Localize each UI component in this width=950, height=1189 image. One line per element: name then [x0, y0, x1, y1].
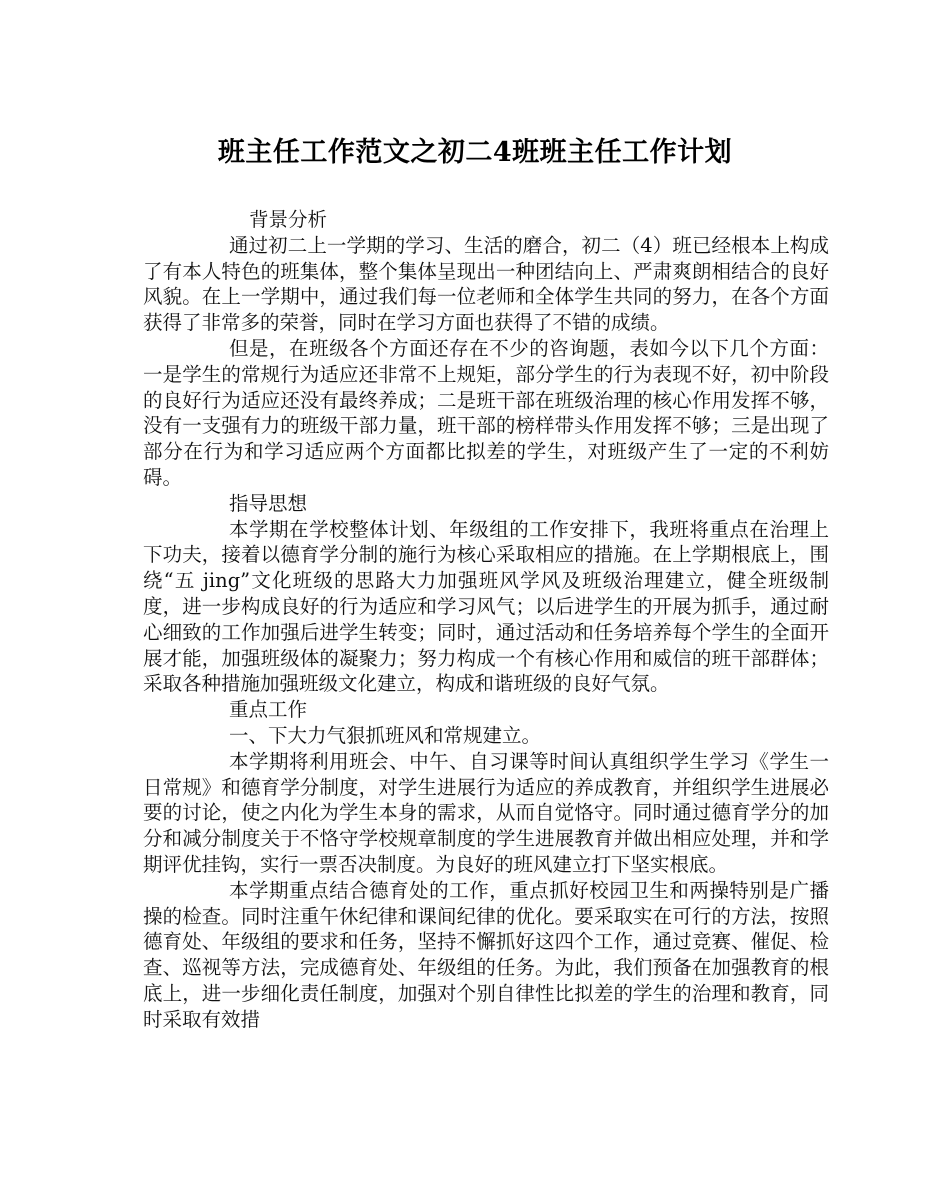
paragraph: 但是，在班级各个方面还存在不少的咨询题，表如今以下几个方面：一是学生的常规行为适应还非常不上规矩，部分学生的行为表现不好，初中阶段的良好行为适应还没有最终养成；二是班干部在班级治理的核心作用发挥不够，没有一支强有力的班级干部力量，班干部的榜样带头作用发挥不够；三是出现了部分在行为和学习适应两个方面都比拟差的学生，对班级产生了一定的不利妨碍。: [143, 336, 829, 489]
section-heading-key-work: 重点工作: [229, 698, 308, 722]
paragraph: 本学期重点结合德育处的工作，重点抓好校园卫生和两操特别是广播操的检查。同时注重午休纪律和课间纪律的优化。要采取实在可行的方法，按照德育处、年级组的要求和任务，坚持不懈抓好这四个工作，通过竞赛、催促、检查、巡视等方法，完成德育处、年级组的任务。为此，我们预备在加强教育的根底上，进一步细化责任制度，加强对个别自律性比拟差的学生的治理和教育，同时采取有效措: [143, 878, 829, 1031]
section-heading-background: 背景分析: [249, 208, 328, 231]
paragraph: 通过初二上一学期的学习、生活的磨合，初二（4）班已经根本上构成了有本人特色的班集体，整个集体呈现出一种团结向上、严肃爽朗相结合的良好风貌。在上一学期中，通过我们每一位老师和全体学生共同的努力，在各个方面获得了非常多的荣誉，同时在学习方面也获得了不错的成绩。: [143, 233, 829, 335]
subsection-heading: 一、下大力气狠抓班风和常规建立。: [229, 723, 542, 747]
document-body: [143, 207, 829, 1033]
paragraph: 本学期将利用班会、中午、自习课等时间认真组织学生学习《学生一日常规》和德育学分制度，对学生进展行为适应的养成教育，并组织学生进展必要的讨论，使之内化为学生本身的需求，从而自觉恪守。同时通过德育学分的加分和减分制度关于不恪守学校规章制度的学生进展教育并做出相应处理，并和学期评优挂钩，实行一票否决制度。为良好的班风建立打下坚实根底。: [143, 749, 829, 876]
document-title: 班主任工作范文之初二4班班主任工作计划: [217, 137, 733, 168]
paragraph: 本学期在学校整体计划、年级组的工作安排下，我班将重点在治理上下功夫，接着以德育学分制的施行为核心采取相应的措施。在上学期根底上，围绕“五 jing”文化班级的思路大力加强班风学风及班级治理建立，健全班级制度，进一步构成良好的行为适应和学习风气；以后进学生的开展为抓手，通过耐心细致的工作加强后进学生转变；同时，通过活动和任务培养每个学生的全面开展才能，加强班级体的凝聚力；努力构成一个有核心作用和威信的班干部群体；采取各种措施加强班级文化建立，构成和谐班级的良好气氛。: [143, 517, 829, 696]
section-heading-guiding-thought: 指导思想: [229, 491, 308, 515]
